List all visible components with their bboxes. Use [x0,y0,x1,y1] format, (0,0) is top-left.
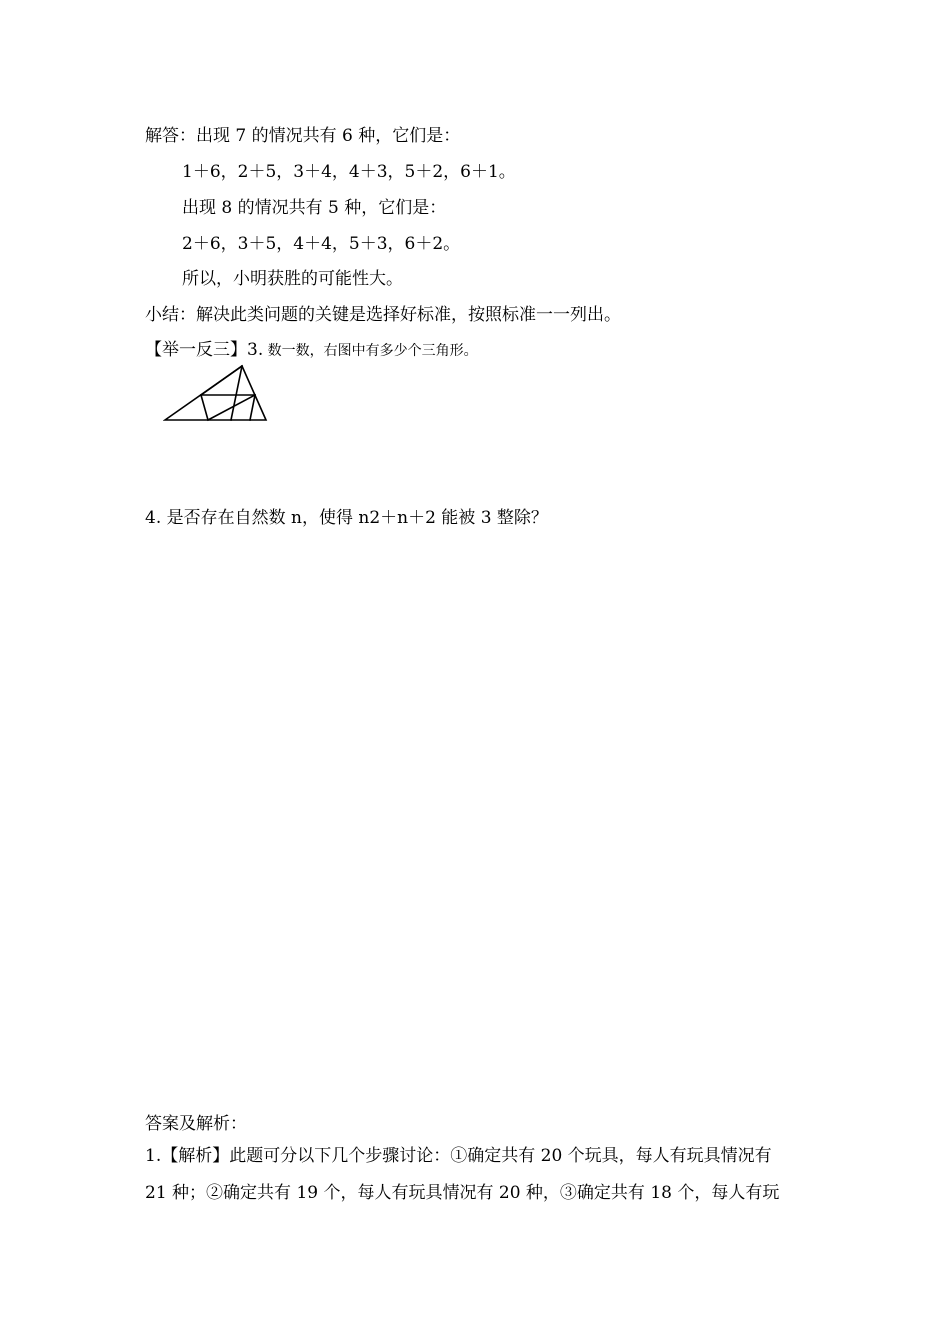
answers-heading: 答案及解析： [145,1114,247,1134]
answer-1-line-2: 21 种；②确定共有 19 个，每人有玩具情况有 20 种，③确定共有 18 个，每人有玩 [145,1183,780,1203]
question-4: 4. 是否存在自然数 n，使得 n2＋n＋2 能被 3 整除？ [145,508,548,528]
diagonal-line-b [201,366,242,395]
practice-tag: 【举一反三】3. [145,340,264,360]
summary-text: 小结：解决此类问题的关键是选择好标准，按照标准一一列出。 [145,305,621,325]
vertical-line [231,366,242,420]
triangle-figure [163,364,269,422]
solution-conclusion: 所以，小明获胜的可能性大。 [182,269,403,289]
solution-list-8: 2＋6，3＋5，4＋4，5＋3，6＋2。 [182,234,461,254]
practice-question: 数一数，右图中有多少个三角形。 [263,343,478,359]
practice-line [145,339,478,362]
solution-intro: 解答：出现 7 的情况共有 6 种，它们是： [145,126,461,146]
answer-1-line-1: 1.【解析】此题可分以下几个步骤讨论：①确定共有 20 个玩具，每人有玩具情况有 [145,1146,772,1166]
inner-right-line [250,395,255,420]
inner-left-line [201,395,208,420]
solution-list-7: 1＋6，2＋5，3＋4，4＋3，5＋2，6＋1。 [182,162,516,182]
solution-intro-8: 出现 8 的情况共有 5 种，它们是： [182,198,447,218]
